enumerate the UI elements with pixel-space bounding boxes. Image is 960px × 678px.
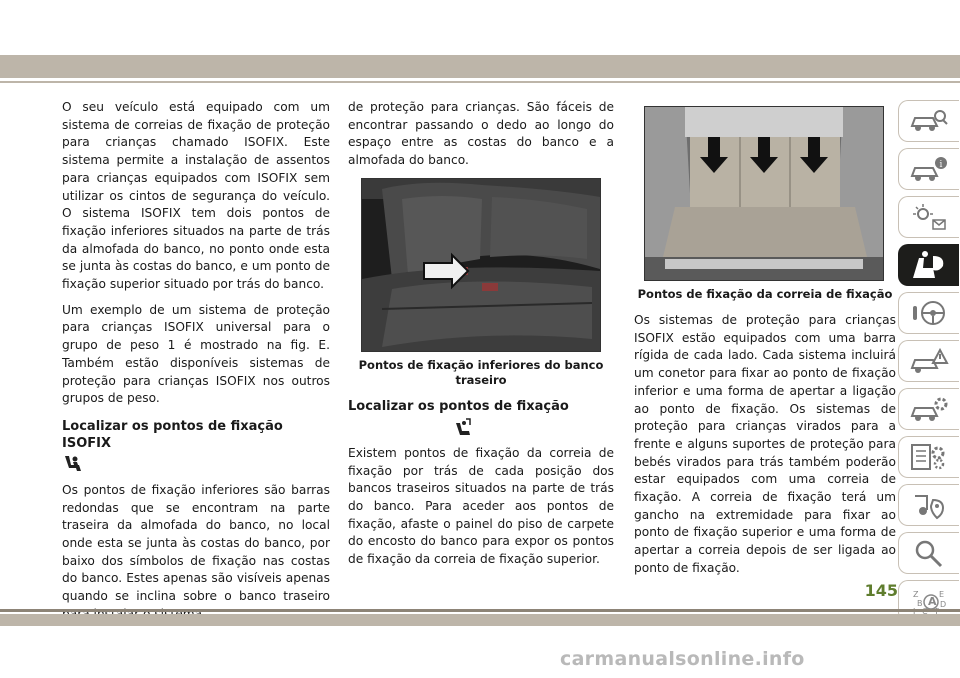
column-3 xyxy=(634,106,896,586)
tab-warning-lights[interactable] xyxy=(898,196,959,238)
seat-airbag-icon xyxy=(909,250,949,280)
chapter-tabs xyxy=(898,100,960,628)
section-heading-isofix: Localizar os pontos de fixação ISOFIX xyxy=(62,418,283,451)
index-letter: Z xyxy=(913,590,919,599)
child-seat-icon xyxy=(62,454,84,474)
car-info-icon xyxy=(909,154,949,184)
index-letter: D xyxy=(940,600,947,609)
example-paragraph: Um exemplo de um sistema de proteção para crianças ISOFIX universal para o grupo de peso 1 é mostrado na fig. E. Também estão disponíveis sistemas de proteção para crianças ISOFIX nos outros grupos de peso. xyxy=(62,302,330,406)
index-letter: A xyxy=(928,595,937,608)
column-1 xyxy=(62,99,330,632)
intro-paragraph: O seu veículo está equipado com um sistema de correias de fixação de proteção para crianças chamado ISOFIX. Este sistema permite a instalação de assentos para crianças equipados com ISOFIX sem utilizar os cintos de segurança do veículo. O sistema ISOFIX tem dois pontos de fixação inferiores situados na parte de trás da almofada do banco, no ponto onde esta se junta às costas do banco, e um ponto de fixação superior situado por trás do banco. xyxy=(62,100,330,292)
header-band xyxy=(0,55,960,78)
car-service-icon xyxy=(909,394,949,424)
car-magnifier-icon xyxy=(909,106,949,136)
index-letter: B xyxy=(917,599,923,608)
tab-in-case-of-emergency[interactable] xyxy=(898,340,959,382)
section-heading-tether: Localizar os pontos de fixação xyxy=(348,398,569,414)
tether-paragraph: Existem pontos de fixação da correia de fixação por trás de cada posição dos bancos traseiros situados na parte de trás do banco. Para aceder aos pontos de fixação, afaste o painel do piso de carpete do encosto do banco para expor os pontos de fixação da correia de fixação superior. xyxy=(348,445,614,567)
tab-technical-specs[interactable] xyxy=(898,436,959,478)
tether-seat-icon xyxy=(452,417,474,437)
cargo-area-photo xyxy=(644,106,884,281)
car-warning-icon xyxy=(909,346,949,376)
isofix-systems-paragraph: Os sistemas de proteção para crianças ISOFIX estão equipados com uma barra rígida de cada lado. Cada sistema incluirá um conetor para fixar ao ponto de fixação inferior e uma forma de apertar a ligação ao ponto de fixação. Os sistemas de proteção para crianças virados para a frente e alguns suportes de proteção para bebés virados para trás também poderão estar equipados com uma correia de fixação. A correia de fixação terá um gancho na extremidade para fixar ao ponto de fixação superior e uma forma de apertar a correia depois de ser ligada ao ponto de fixação. xyxy=(634,313,896,575)
footer-rule xyxy=(0,609,960,612)
steering-wheel-icon xyxy=(909,298,949,328)
footer-band xyxy=(0,614,960,626)
tab-starting-operating[interactable] xyxy=(898,292,959,334)
tab-vehicle-info[interactable] xyxy=(898,148,959,190)
header-rule xyxy=(0,81,960,83)
rear-seat-photo xyxy=(361,178,601,352)
figure-caption-tether-anchors: Pontos de fixação da correia de fixação xyxy=(637,287,893,301)
svg-text:i: i xyxy=(939,160,943,170)
continued-paragraph: de proteção para crianças. São fáceis de encontrar passando o dedo ao longo do espaço entre as costas do banco e a almofada do banco. xyxy=(348,100,614,168)
page-number: 145 xyxy=(864,581,898,600)
warning-lights-icon xyxy=(909,202,949,232)
figure-caption-rear-seat: Pontos de fixação inferiores do banco traseiro xyxy=(358,357,604,387)
column-2 xyxy=(348,99,614,577)
index-letter: E xyxy=(939,590,945,599)
watermark: carmanualsonline.info xyxy=(560,648,805,670)
tab-customer-assistance[interactable] xyxy=(898,532,959,574)
tab-safety[interactable] xyxy=(898,244,959,286)
checklist-gears-icon xyxy=(909,442,949,472)
tab-getting-to-know[interactable] xyxy=(898,100,959,142)
tab-multimedia[interactable] xyxy=(898,484,959,526)
media-nav-icon xyxy=(909,490,949,520)
tab-servicing[interactable] xyxy=(898,388,959,430)
lower-anchors-paragraph: Os pontos de fixação inferiores são barras redondas que se encontram na parte traseira da almofada do banco, no local onde esta se junta às costas do banco, por baixo dos símbolos de fixação nas costas do banco. Estes apenas são visíveis apenas quando se inclina sobre o banco traseiro xyxy=(62,482,330,604)
search-index-icon xyxy=(909,538,949,568)
